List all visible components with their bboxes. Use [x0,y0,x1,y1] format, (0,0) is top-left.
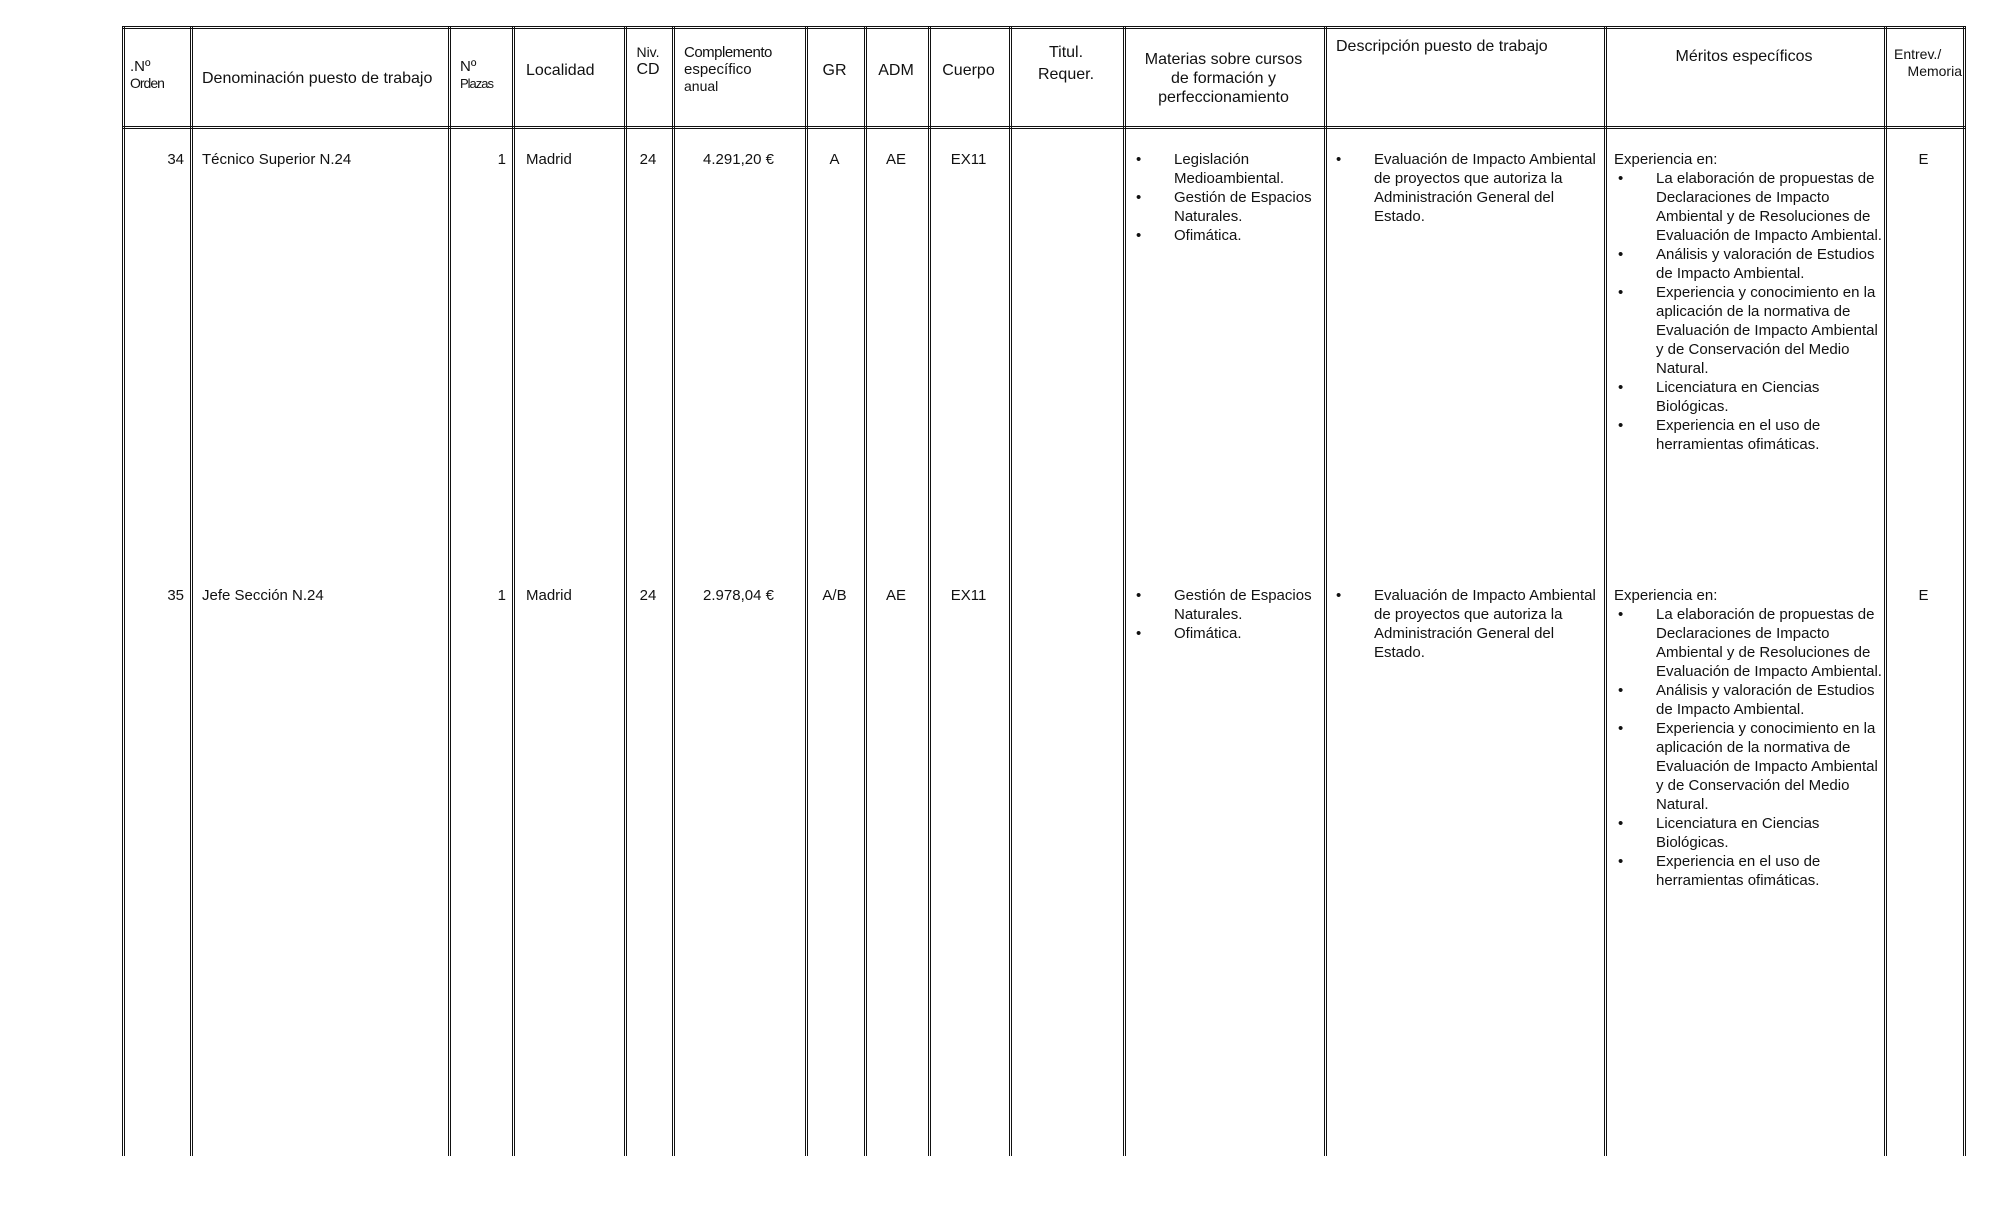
header-plazas-l1: Nº [460,58,477,75]
row-denominacion: Técnico Superior N.24 [202,151,352,168]
row-nivel: 24 [639,587,657,604]
row-orden: 34 [167,151,184,168]
list-item: • Licenciatura en Ciencias Biológicas. [1614,378,1882,416]
list-item: • Licenciatura en Ciencias Biológicas. [1614,814,1882,852]
header-materias-l3: perfeccionamiento [1158,89,1289,106]
row-gr: A [829,151,840,168]
row-meritos [1614,586,1882,890]
list-item: • Gestión de Espacios Naturales. [1132,188,1322,226]
row-adm: AE [885,151,906,168]
row-nivel: 24 [639,151,657,168]
row-adm: AE [885,587,906,604]
header-meritos: Méritos específicos [1675,48,1813,65]
row-meritos [1614,150,1882,454]
list-item: • Experiencia y conocimiento en la aplicación de la normativa de Evaluación de Impacto Ambiental y de Conservación del Medio Natural. [1614,719,1882,814]
list-item: • La elaboración de propuestas de Declaraciones de Impacto Ambiental y de Resoluciones de Evaluación de Impacto Ambiental. [1614,169,1882,245]
row-complemento: 2.978,04 € [703,587,774,604]
col-border [512,26,515,1156]
list-item: • Análisis y valoración de Estudios de Impacto Ambiental. [1614,245,1882,283]
row-orden: 35 [167,587,184,604]
list-item: • Experiencia en el uso de herramientas ofimáticas. [1614,852,1882,890]
header-complemento-l2: específico [684,61,752,78]
header-bottom-border [122,126,1966,129]
row-localidad: Madrid [526,587,572,604]
list-item: • La elaboración de propuestas de Declaraciones de Impacto Ambiental y de Resoluciones de Evaluación de Impacto Ambiental. [1614,605,1882,681]
list-item: • Gestión de Espacios Naturales. [1132,586,1322,624]
header-complemento-l1: Complemento [684,44,772,61]
header-complemento-l3: anual [684,78,719,94]
job-positions-table [122,26,1966,1156]
header-localidad: Localidad [526,62,595,79]
row-cuerpo: EX11 [950,151,987,168]
header-materias [1123,50,1324,107]
header-adm: ADM [878,62,914,79]
row-materias-list [1132,586,1322,643]
header-plazas [460,58,510,92]
header-descripcion: Descripción puesto de trabajo [1336,38,1548,55]
header-titul [1009,42,1123,86]
list-item: • Experiencia y conocimiento en la aplicación de la normativa de Evaluación de Impacto Ambiental y de Conservación del Medio Natural. [1614,283,1882,378]
col-border [1604,26,1607,1156]
header-denominacion: Denominación puesto de trabajo [202,70,433,87]
header-materias-l2: de formación y [1171,70,1276,87]
row-descripcion-list [1332,150,1604,226]
col-border [1009,26,1012,1156]
header-titul-l2: Requer. [1037,66,1095,83]
list-item: • Evaluación de Impacto Ambiental de proyectos que autoriza la Administración General del Estado. [1332,150,1604,226]
header-titul-l1: Titul. [1048,44,1084,61]
header-entrev-l2: Memoria [1907,63,1962,79]
header-plazas-l2: Plazas [460,76,494,91]
row-localidad: Madrid [526,151,572,168]
row-materias-list [1132,150,1322,245]
col-border [1324,26,1327,1156]
meritos-intro: Experiencia en: [1614,151,1718,168]
header-orden [130,58,188,92]
row-complemento: 4.291,20 € [703,151,774,168]
header-gr: GR [822,62,847,79]
header-materias-l1: Materias sobre cursos [1144,51,1303,68]
header-orden-l2: Orden [130,75,164,91]
meritos-list [1614,169,1882,454]
meritos-list [1614,605,1882,890]
list-item: • Legislación Medioambiental. [1132,150,1322,188]
list-item: • Evaluación de Impacto Ambiental de proyectos que autoriza la Administración General del Estado. [1332,586,1604,662]
row-descripcion-list [1332,586,1604,662]
row-cuerpo: EX11 [950,587,987,604]
header-orden-l1: .Nº [130,58,151,75]
table-top-border [122,26,1966,29]
header-cuerpo: Cuerpo [942,62,995,79]
col-border [190,26,193,1156]
row-plazas: 1 [497,151,506,168]
row-gr: A/B [822,587,847,604]
list-item: • Ofimática. [1132,624,1322,643]
header-nivel-l1: Niv. [636,44,660,60]
col-border [1123,26,1126,1156]
row-denominacion: Jefe Sección N.24 [202,587,324,604]
row-plazas: 1 [497,587,506,604]
row-entrev: E [1918,587,1929,604]
header-entrev [1890,46,1962,80]
header-entrev-l1: Entrev./ [1894,46,1942,62]
header-nivel-l2: CD [636,61,660,78]
header-nivel [624,44,672,78]
meritos-intro: Experiencia en: [1614,587,1718,604]
list-item: • Análisis y valoración de Estudios de Impacto Ambiental. [1614,681,1882,719]
col-border [1963,26,1966,1156]
list-item: • Ofimática. [1132,226,1322,245]
header-complemento [684,44,804,95]
row-entrev: E [1918,151,1929,168]
list-item: • Experiencia en el uso de herramientas ofimáticas. [1614,416,1882,454]
